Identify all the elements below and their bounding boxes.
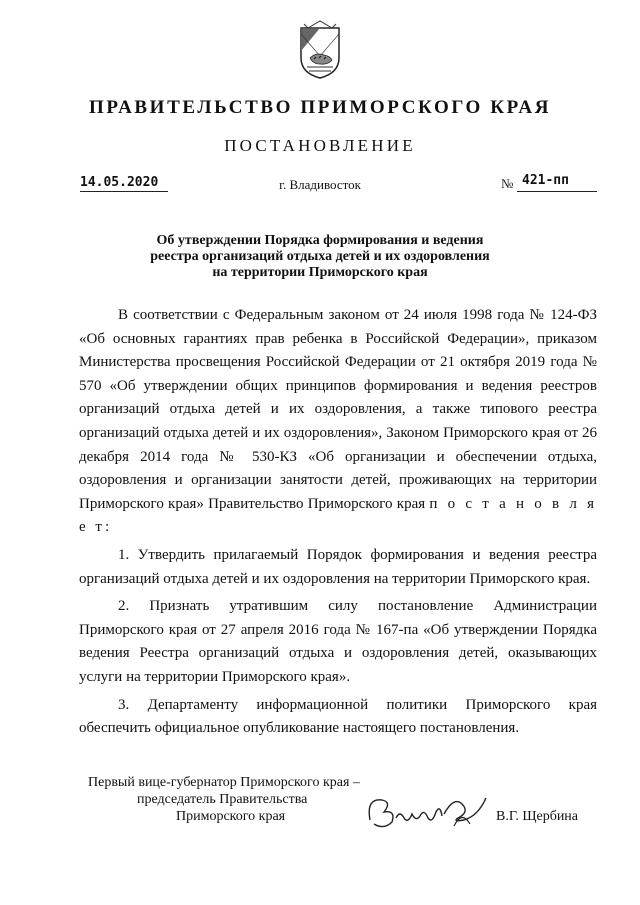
preamble-paragraph [79, 304, 597, 540]
number-underline [517, 191, 597, 192]
subject-line: реестра организаций отдыха детей и их оздоровления [150, 249, 490, 264]
resolves-text: п о с т а н о в л я е т: [79, 495, 597, 536]
document-body [79, 304, 597, 741]
document-number: 421-пп [522, 173, 569, 188]
subject-line: на территории Приморского края [212, 265, 428, 280]
number-prefix: № [501, 176, 514, 191]
subject-line: Об утверждении Порядка формирования и ведения [156, 233, 484, 248]
coat-of-arms-icon [298, 18, 342, 80]
document-city: г. Владивосток [279, 177, 361, 192]
handwritten-signature [362, 790, 492, 835]
resolution-item: 1. Утвердить прилагаемый Порядок формирования и ведения реестра организаций отдыха детей и их оздоровления на территории Приморского края. [79, 546, 597, 587]
signatory-title-line: Приморского края [176, 809, 286, 824]
government-title: ПРАВИТЕЛЬСТВО ПРИМОРСКОГО КРАЯ [88, 97, 552, 118]
resolution-item: 2. Признать утратившим силу постановление Администрации Приморского края от 27 апреля 2016 года № 167-па «Об утверждении Порядка ведения Реестра организаций отдыха и оздоровления детей, оказывающих услуги на территории Приморского края». [79, 598, 597, 685]
signatory-title-line: председатель Правительства [137, 792, 308, 807]
signatory-name: В.Г. Щербина [496, 809, 579, 824]
signatory-title-line: Первый вице-губернатор Приморского края – [88, 775, 360, 790]
resolution-item: 3. Департаменту информационной политики Приморского края обеспечить официальное опубликование настоящего постановления. [79, 696, 597, 737]
document-date: 14.05.2020 [80, 175, 159, 190]
document-subject [100, 233, 540, 281]
document-type: ПОСТАНОВЛЕНИЕ [224, 136, 416, 155]
preamble-text: В соответствии с Федеральным законом от 24 июля 1998 года № 124-ФЗ «Об основных гарантиях прав ребенка в Российской Федерации», приказом Министерства просвещения Российской Федерации от 21 октября 2019 года № 570 «Об утверждении общих принципов формирования и ведения реестров организаций отдыха детей и их оздоровления, а также типового реестра организаций отдыха детей и их оздоровления», Законом Приморского края от 26 декабря 2014 года № 530-КЗ «Об организации и обеспечении отдыха, оздоровления и организации занятости детей, проживающих на территории Приморского края» Правительство Приморского края [79, 307, 597, 512]
